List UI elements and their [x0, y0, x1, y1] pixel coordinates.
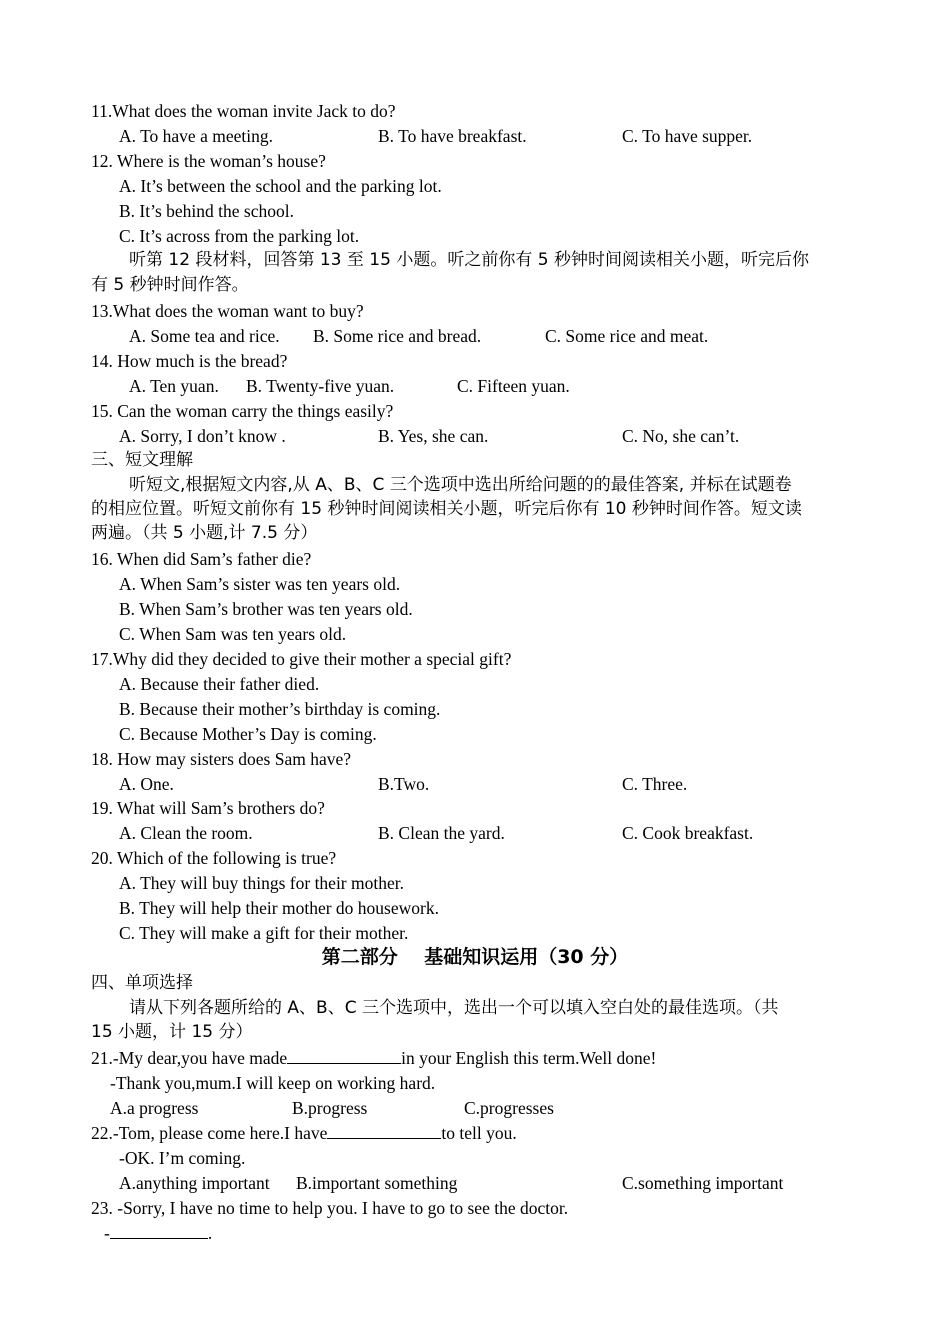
question-14-stem: 14. How much is the bread? [91, 351, 288, 371]
question-15-option-b: B. Yes, she can. [378, 426, 489, 446]
question-20-option-b: B. They will help their mother do housework. [119, 898, 439, 918]
question-21-stem-pre: 21.-My dear,you have made [91, 1048, 288, 1068]
question-19-option-b: B. Clean the yard. [378, 823, 505, 843]
question-22-option-a: A.anything important [119, 1173, 270, 1193]
question-11-option-b: B. To have breakfast. [378, 126, 527, 146]
question-12-stem: 12. Where is the woman’s house? [91, 151, 326, 171]
question-11-option-a: A. To have a meeting. [119, 126, 273, 146]
question-20-stem: 20. Which of the following is true? [91, 848, 337, 868]
question-22-option-b: B.important something [296, 1173, 458, 1193]
question-21-option-a: A.a progress [110, 1098, 199, 1118]
section-3-heading: 三、短文理解 [91, 450, 193, 470]
section-3-instruction-line-3: 两遍。（共 5 小题,计 7.5 分） [91, 523, 318, 543]
question-18-stem: 18. How may sisters does Sam have? [91, 749, 352, 769]
question-15-option-c: C. No, she can’t. [622, 426, 740, 446]
answer-blank [287, 1048, 401, 1064]
section-4-instruction-line-1: 请从下列各题所给的 A、B、C 三个选项中，选出一个可以填入空白处的最佳选项。（共 [129, 998, 779, 1018]
question-15-option-a: A. Sorry, I don’t know . [119, 426, 286, 446]
question-13-stem: 13.What does the woman want to buy? [91, 301, 364, 321]
question-17-stem: 17.Why did they decided to give their mother a special gift? [91, 649, 512, 669]
question-21-stem-post: in your English this term.Well done! [401, 1048, 657, 1068]
question-20-option-c: C. They will make a gift for their mother. [119, 923, 409, 943]
question-23-stem: 23. -Sorry, I have no time to help you. I have to go to see the doctor. [91, 1198, 569, 1218]
question-23-reply-end: . [207, 1223, 213, 1243]
question-18-option-a: A. One. [119, 774, 174, 794]
question-17-option-b: B. Because their mother’s birthday is coming. [119, 699, 441, 719]
section-4-instruction-line-2: 15 小题，计 15 分） [91, 1022, 253, 1042]
instruction-line-1: 听第 12 段材料，回答第 13 至 15 小题。听之前你有 5 秒钟时间阅读相关小题，听完后你 [129, 250, 809, 270]
section-4-heading: 四、单项选择 [91, 973, 193, 993]
question-14-option-c: C. Fifteen yuan. [457, 376, 570, 396]
question-19-option-a: A. Clean the room. [119, 823, 253, 843]
question-16-option-c: C. When Sam was ten years old. [119, 624, 347, 644]
question-12-option-b: B. It’s behind the school. [119, 201, 294, 221]
question-23-reply [104, 1222, 212, 1244]
question-11-stem: 11.What does the woman invite Jack to do? [91, 101, 396, 121]
question-12-option-a: A. It’s between the school and the parking lot. [119, 176, 442, 196]
question-19-option-c: C. Cook breakfast. [622, 823, 754, 843]
question-20-option-a: A. They will buy things for their mother. [119, 873, 404, 893]
question-18-option-c: C. Three. [622, 774, 688, 794]
question-17-option-c: C. Because Mother’s Day is coming. [119, 724, 377, 744]
question-15-stem: 15. Can the woman carry the things easily? [91, 401, 394, 421]
instruction-line-2: 有 5 秒钟时间作答。 [91, 275, 249, 295]
question-19-stem: 19. What will Sam’s brothers do? [91, 798, 325, 818]
question-16-option-b: B. When Sam’s brother was ten years old. [119, 599, 413, 619]
section-3-instruction-line-2: 的相应位置。听短文前你有 15 秒钟时间阅读相关小题，听完后你有 10 秒钟时间作答。短文读 [91, 499, 802, 519]
question-13-option-b: B. Some rice and bread. [313, 326, 482, 346]
question-13-option-c: C. Some rice and meat. [545, 326, 709, 346]
question-21-option-b: B.progress [292, 1098, 368, 1118]
question-16-option-a: A. When Sam’s sister was ten years old. [119, 574, 401, 594]
question-12-option-c: C. It’s across from the parking lot. [119, 226, 360, 246]
question-21-reply: -Thank you,mum.I will keep on working hard. [110, 1073, 436, 1093]
question-18-option-b: B.Two. [378, 774, 430, 794]
section-3-instruction-line-1: 听短文,根据短文内容,从 A、B、C 三个选项中选出所给问题的的最佳答案, 并标在试题卷 [129, 475, 792, 495]
question-14-option-a: A. Ten yuan. [129, 376, 219, 396]
question-22-reply: -OK. I’m coming. [119, 1148, 246, 1168]
question-22-stem-pre: 22.-Tom, please come here.I have [91, 1123, 328, 1143]
question-14-option-b: B. Twenty-five yuan. [246, 376, 395, 396]
question-23-reply-dash: - [104, 1223, 110, 1243]
question-21-option-c: C.progresses [464, 1098, 554, 1118]
question-22-option-c: C.something important [622, 1173, 784, 1193]
question-13-option-a: A. Some tea and rice. [129, 326, 280, 346]
question-17-option-a: A. Because their father died. [119, 674, 320, 694]
answer-blank [327, 1123, 441, 1139]
question-21-stem [91, 1047, 656, 1069]
part-2-title: 第二部分 基础知识运用（30 分） [321, 946, 629, 968]
answer-blank [110, 1223, 208, 1239]
question-22-stem [91, 1122, 517, 1144]
question-16-stem: 16. When did Sam’s father die? [91, 549, 312, 569]
question-22-stem-post: to tell you. [441, 1123, 517, 1143]
question-11-option-c: C. To have supper. [622, 126, 753, 146]
